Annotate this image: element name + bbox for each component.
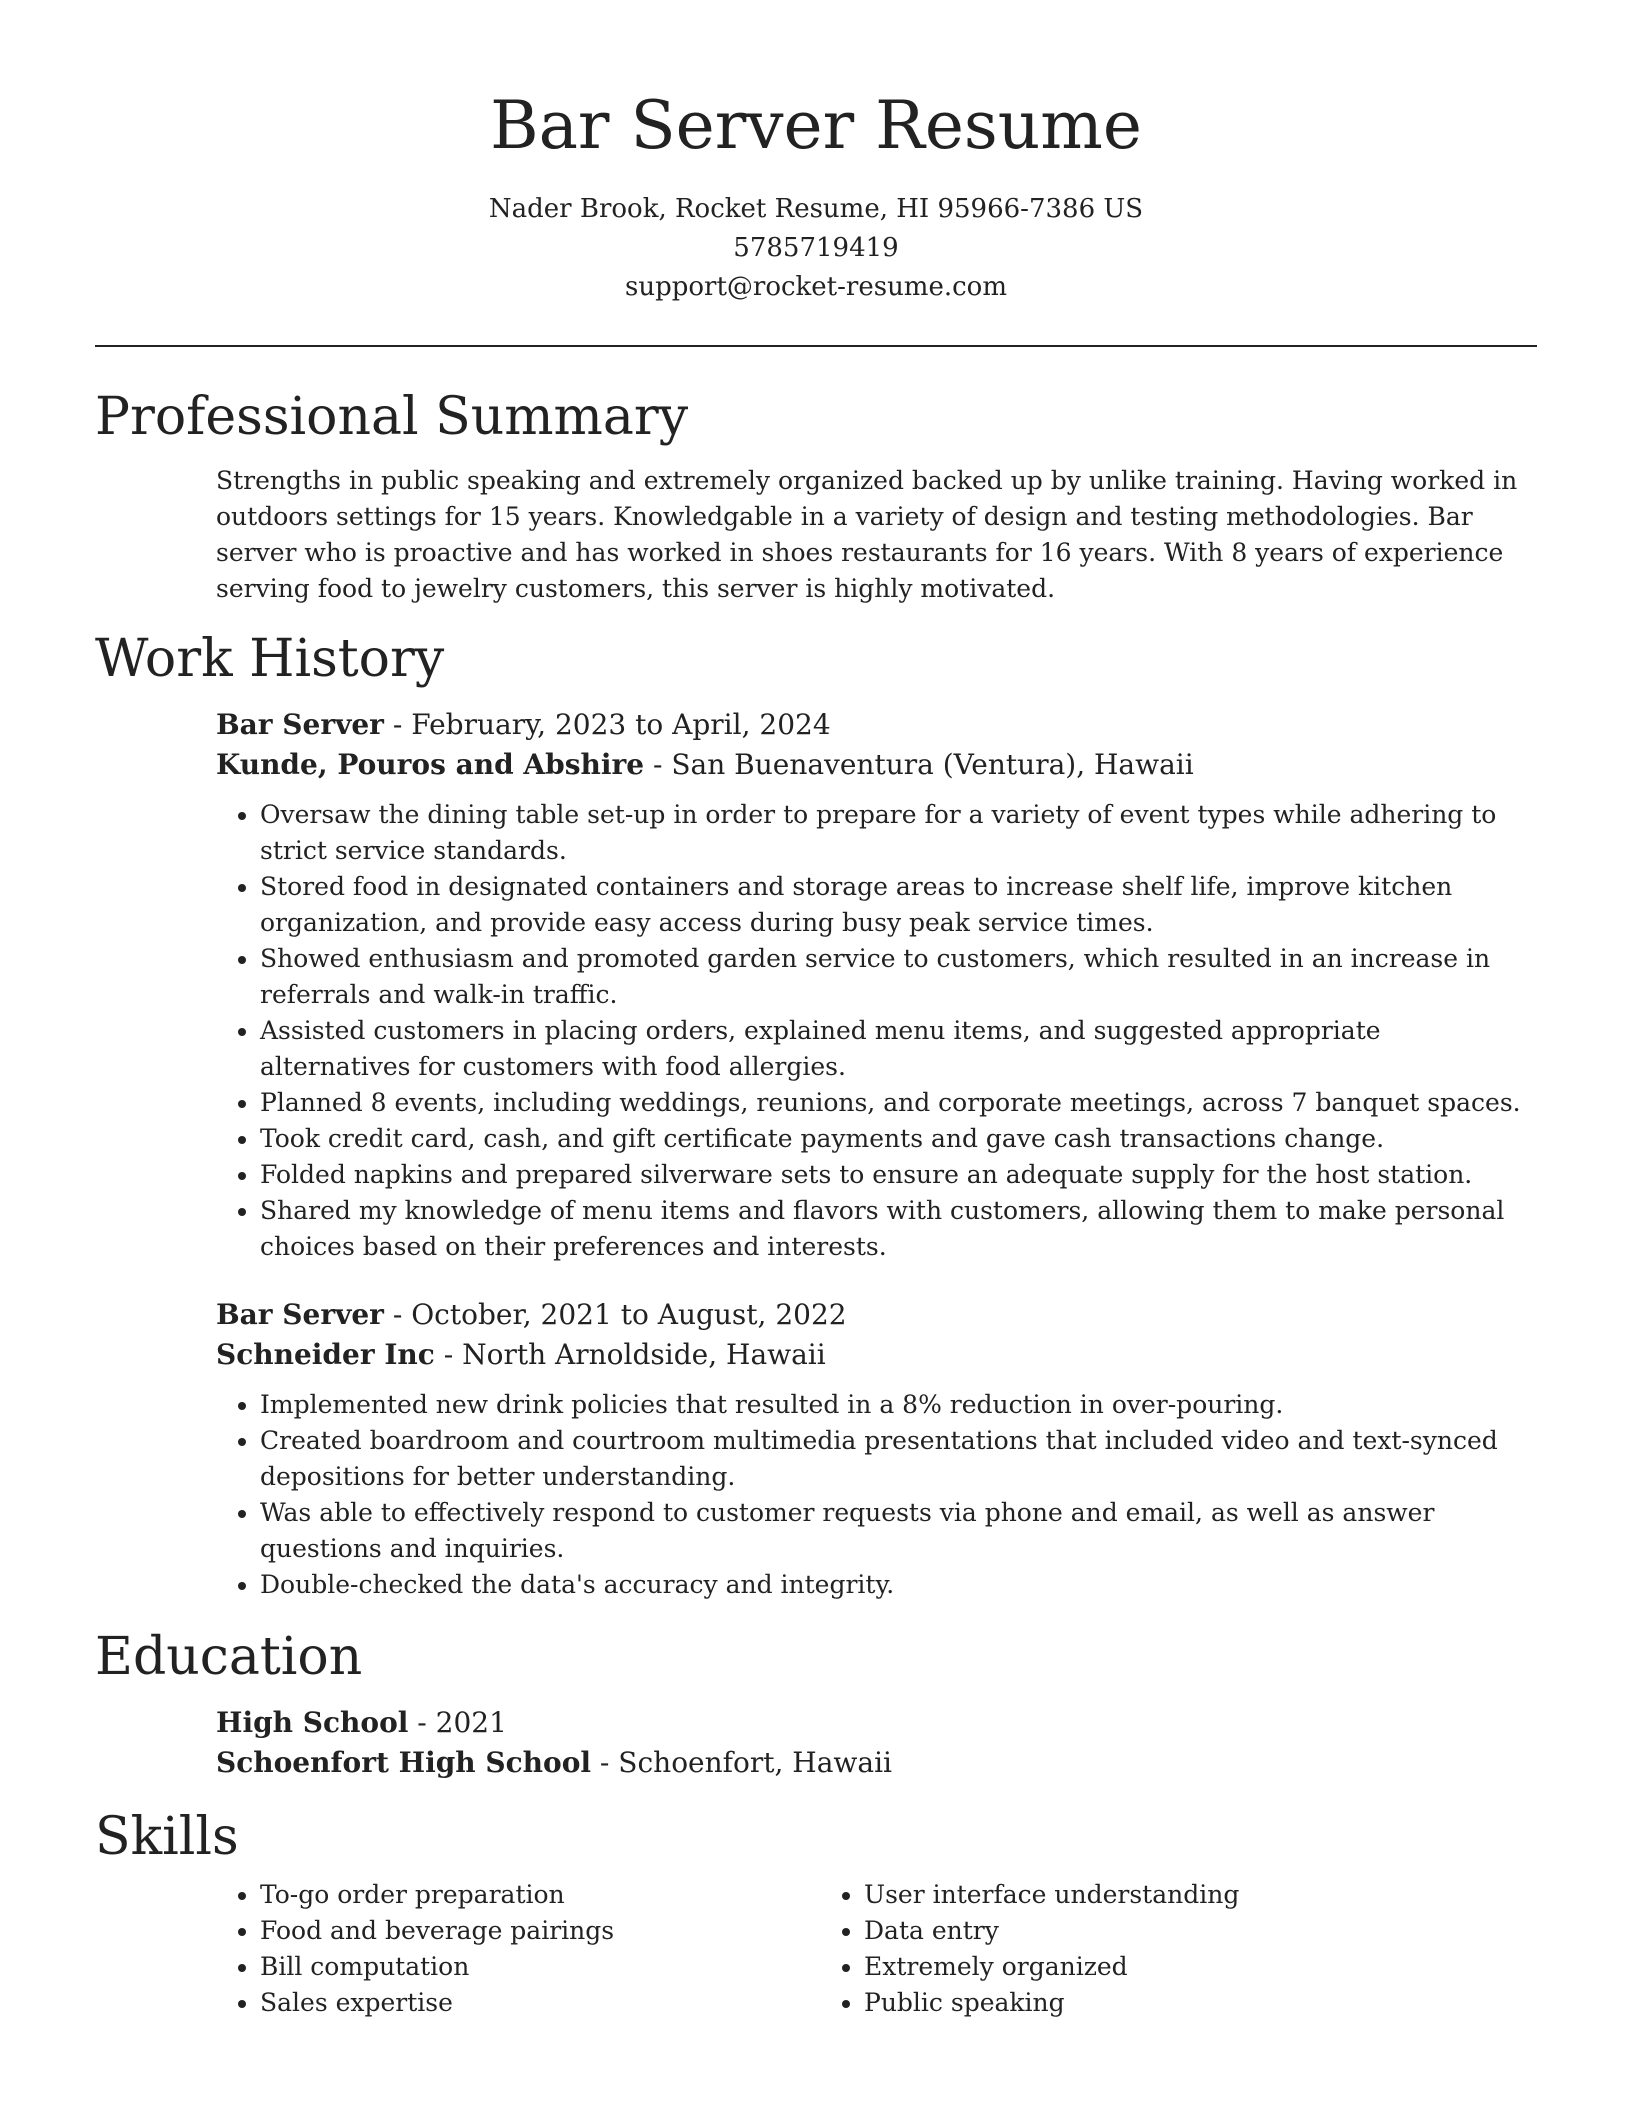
contact-phone: 5785719419: [733, 233, 899, 263]
list-item: • Shared my knowledge of menu items and flavors with customers, allowing them to make personal choices based on their preferences and interests.: [260, 1193, 1537, 1265]
skill-item: • Data entry: [864, 1913, 1424, 1949]
skills-heading: Skills: [95, 1807, 239, 1867]
list-item: • Showed enthusiasm and promoted garden service to customers, which resulted in an increase in referrals and walk-in traffic.: [260, 941, 1537, 1013]
job-dates: - February, 2023 to April, 2024: [383, 708, 831, 741]
education-heading: Education: [95, 1627, 363, 1687]
job-company-line: [216, 745, 1537, 785]
education-section: [95, 1625, 1537, 1783]
page-title: Bar Server Resume: [490, 87, 1142, 164]
list-item: • Folded napkins and prepared silverware sets to ensure an adequate supply for the host station.: [260, 1157, 1537, 1193]
job-title: Bar Server: [216, 1298, 384, 1331]
header-divider: [95, 345, 1537, 347]
list-item: • Was able to effectively respond to customer requests via phone and email, as well as answer questions and inquiries.: [260, 1495, 1537, 1567]
skills-list: [95, 1877, 1537, 2021]
job-company: Kunde, Pouros and Abshire: [216, 748, 645, 781]
contact-address: Nader Brook, Rocket Resume, HI 95966-7386 US: [488, 194, 1144, 224]
skill-item: • Bill computation: [260, 1949, 820, 1985]
list-item: • Created boardroom and courtroom multimedia presentations that included video and text-synced depositions for better understanding.: [260, 1423, 1537, 1495]
job-location: - North Arnoldside, Hawaii: [434, 1338, 826, 1371]
summary-section: [95, 385, 1537, 607]
education-degree-line: [216, 1703, 1537, 1743]
skill-item: • Public speaking: [864, 1985, 1424, 2021]
list-item: • Oversaw the dining table set-up in order to prepare for a variety of event types while adhering to strict service standards.: [260, 797, 1537, 869]
education-year: - 2021: [408, 1706, 507, 1739]
list-item: • Took credit card, cash, and gift certificate payments and gave cash transactions change.: [260, 1121, 1537, 1157]
job-dates: - October, 2021 to August, 2022: [383, 1298, 847, 1331]
skills-column-left: [216, 1877, 820, 2021]
skill-item: • Food and beverage pairings: [260, 1913, 820, 1949]
list-item: • Implemented new drink policies that resulted in a 8% reduction in over-pouring.: [260, 1387, 1537, 1423]
education-school: Schoenfort High School: [216, 1746, 592, 1779]
skill-item: • User interface understanding: [864, 1877, 1424, 1913]
job-title-line: [216, 705, 1537, 745]
list-item: • Stored food in designated containers and storage areas to increase shelf life, improve kitchen organization, and provide easy access during busy peak service times.: [260, 869, 1537, 941]
job-company-line: [216, 1335, 1537, 1375]
summary-heading: Professional Summary: [95, 387, 689, 447]
job-title-line: [216, 1295, 1537, 1335]
job-entry: [95, 1295, 1537, 1603]
contact-email[interactable]: support@rocket-resume.com: [624, 272, 1007, 302]
skill-item: • To-go order preparation: [260, 1877, 820, 1913]
skills-section: [95, 1805, 1537, 2021]
skills-column-right: [820, 1877, 1424, 2021]
list-item: • Double-checked the data's accuracy and integrity.: [260, 1567, 1537, 1603]
education-school-line: [216, 1743, 1537, 1783]
job-entry: [95, 705, 1537, 1265]
job-location: - San Buenaventura (Ventura), Hawaii: [644, 748, 1194, 781]
work-history-heading: Work History: [95, 629, 445, 689]
job-title: Bar Server: [216, 708, 384, 741]
job-bullets: [216, 1387, 1537, 1603]
list-item: • Planned 8 events, including weddings, reunions, and corporate meetings, across 7 banquet spaces.: [260, 1085, 1537, 1121]
list-item: • Assisted customers in placing orders, explained menu items, and suggested appropriate alternatives for customers with food allergies.: [260, 1013, 1537, 1085]
contact-info: [95, 190, 1537, 307]
resume-header: [95, 0, 1537, 307]
skill-item: • Sales expertise: [260, 1985, 820, 2021]
summary-text: Strengths in public speaking and extremely organized backed up by unlike training. Having worked in outdoors settings for 15 years. Knowledgable in a variety of design and testing methodologies. Bar server who is proactive and has worked in shoes restaurants for 16 years. With 8 years of experience serving food to jewelry customers, this server is highly motivated.: [216, 466, 1518, 603]
job-bullets: [216, 797, 1537, 1265]
education-degree: High School: [216, 1706, 409, 1739]
skill-item: • Extremely organized: [864, 1949, 1424, 1985]
job-company: Schneider Inc: [216, 1338, 435, 1371]
education-location: - Schoenfort, Hawaii: [591, 1746, 892, 1779]
work-history-section: [95, 627, 1537, 1603]
